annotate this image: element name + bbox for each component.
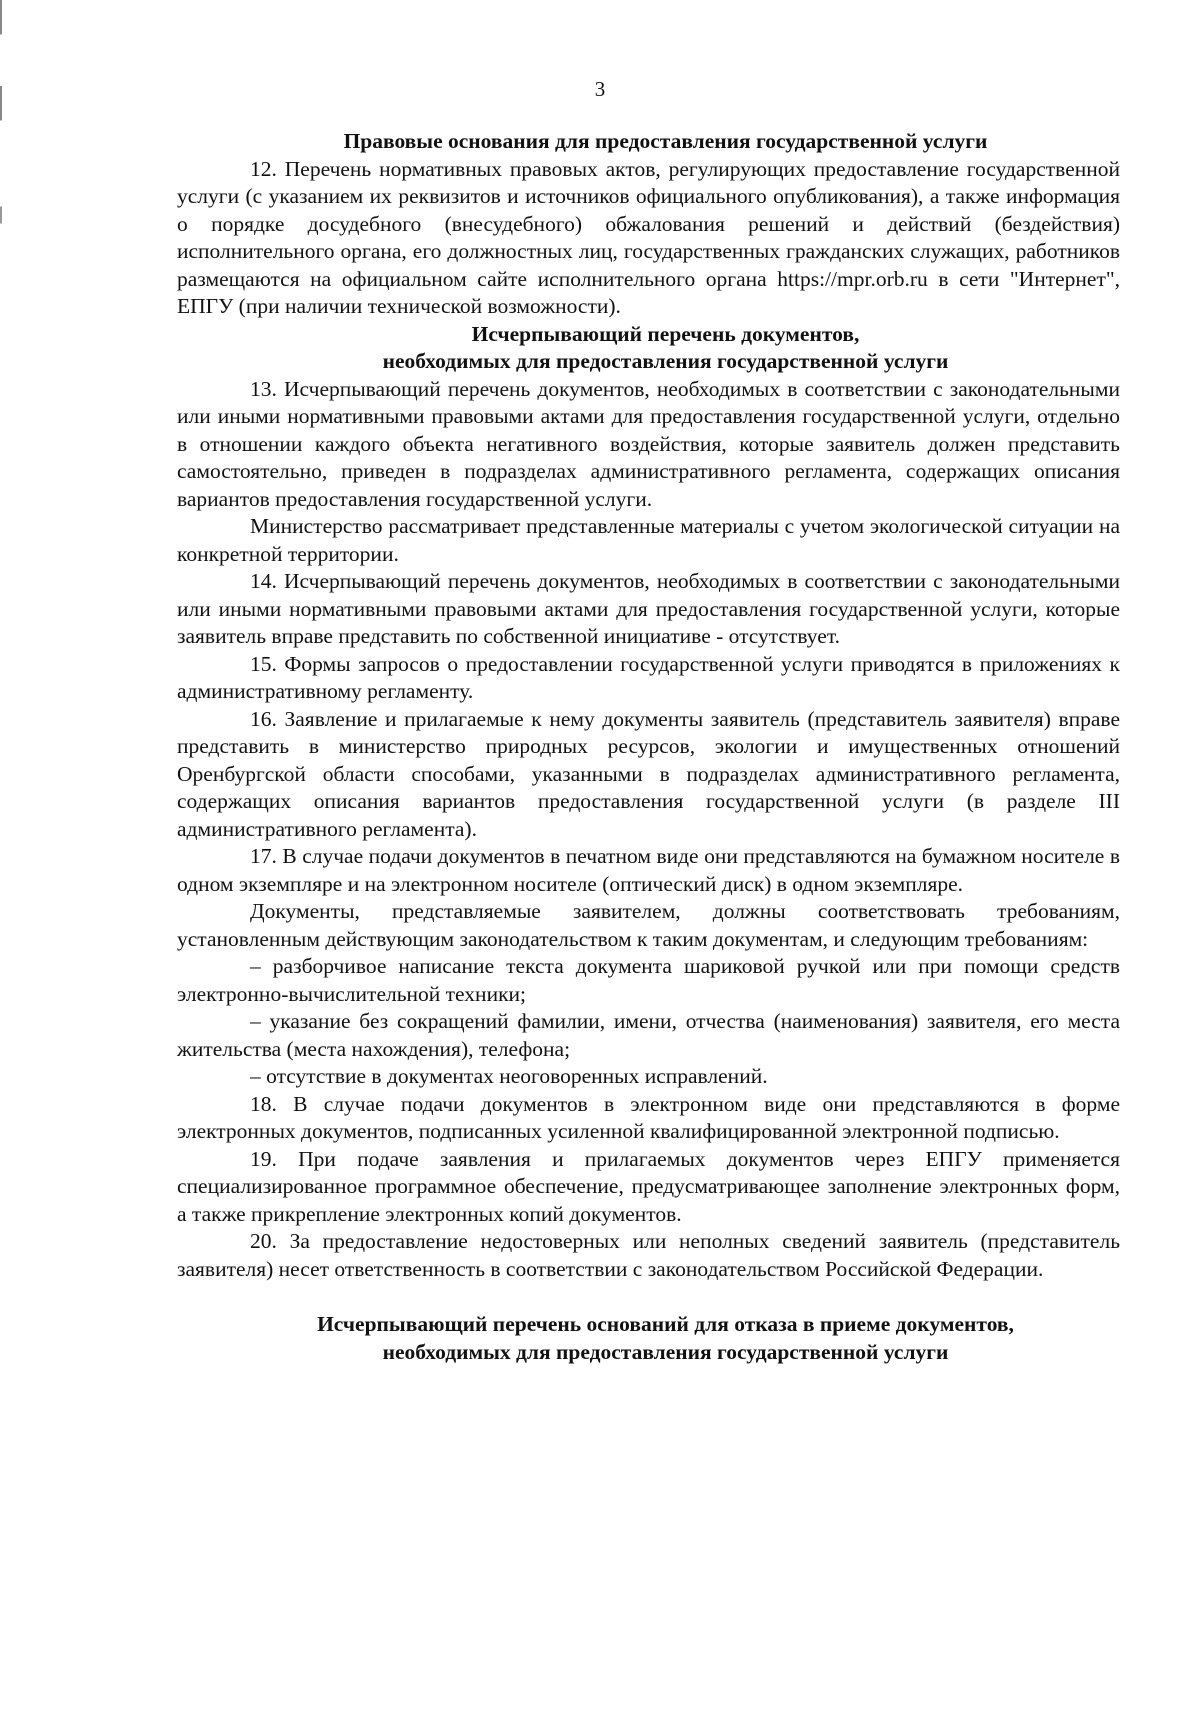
paragraph: 14. Исчерпывающий перечень документов, необходимых в соответствии с законодательными или иными нормативными правовыми актами для предоставления государственной услуги, которые заявитель вправе представить по собственной инициативе - отсутствует. bbox=[177, 569, 1120, 648]
section-heading: Исчерпывающий перечень документов, bbox=[471, 321, 860, 346]
paragraph: 16. Заявление и прилагаемые к нему документы заявитель (представитель заявителя) вправе представить в министерство природных ресурсов, экологии и имущественных отношений Оренбургской области способами, указанными в подразделах административного регламента, содержащих описания вариантов предоставления государственной услуги (в разделе III административного регламента). bbox=[177, 706, 1120, 841]
page-number: 3 bbox=[594, 77, 606, 101]
paragraph: 13. Исчерпывающий перечень документов, необходимых в соответствии с законодательными или иными нормативными правовыми актами для предоставления государственной услуги, отдельно в отношении каждого объекта негативного воздействия, которые заявитель должен представить самостоятельно, приведен в подразделах административного регламента, содержащих описания вариантов предоставления государственной услуги. bbox=[177, 376, 1120, 511]
paragraph: 18. В случае подачи документов в электронном виде они представляются в форме электронных документов, подписанных усиленной квалифицированной электронной подписью. bbox=[177, 1091, 1120, 1143]
paragraph: 12. Перечень нормативных правовых актов, регулирующих предоставление государственной услуги (с указанием их реквизитов и источников официального опубликования), а также информация о порядке досудебного (внесудебного) обжалования решений и действий (бездействия) исполнительного органа, его должностных лиц, государственных гражданских служащих, работников размещаются на официальном сайте исполнительного органа https://mpr.orb.ru в сети "Интернет", ЕПГУ (при наличии технической возможности). bbox=[177, 156, 1120, 318]
document-body bbox=[177, 128, 1120, 1366]
paragraph: 17. В случае подачи документов в печатном виде они представляются на бумажном носителе в одном экземпляре и на электронном носителе (оптический диск) в одном экземпляре. bbox=[177, 844, 1120, 896]
section-heading: необходимых для предоставления государственной услуги bbox=[382, 349, 949, 373]
section-heading: Правовые основания для предоставления государственной услуги bbox=[343, 129, 988, 153]
paragraph: Министерство рассматривает представленные материалы с учетом экологической ситуации на конкретной территории. bbox=[177, 514, 1120, 566]
section-spacer bbox=[177, 1283, 1120, 1311]
paragraph: – указание без сокращений фамилии, имени, отчества (наименования) заявителя, его места жительства (места нахождения), телефона; bbox=[177, 1009, 1120, 1061]
paragraph: – разборчивое написание текста документа шариковой ручкой или при помощи средств электронно-вычислительной техники; bbox=[177, 954, 1120, 1006]
section-heading: необходимых для предоставления государственной услуги bbox=[382, 1339, 949, 1364]
paragraph: 19. При подаче заявления и прилагаемых документов через ЕПГУ применяется специализированное программное обеспечение, предусматривающее заполнение электронных форм, а также прикрепление электронных копий документов. bbox=[177, 1146, 1120, 1226]
scan-edge-artifact bbox=[0, 0, 2, 1720]
paragraph: 20. За предоставление недостоверных или неполных сведений заявитель (представитель заявителя) несет ответственность в соответствии с законодательством Российской Федерации. bbox=[177, 1229, 1120, 1281]
paragraph: – отсутствие в документах неоговоренных исправлений. bbox=[250, 1064, 768, 1088]
section-heading: Исчерпывающий перечень оснований для отказа в приеме документов, bbox=[317, 1312, 1014, 1336]
paragraph: 15. Формы запросов о предоставлении государственной услуги приводятся в приложениях к административному регламенту. bbox=[177, 651, 1120, 703]
paragraph: Документы, представляемые заявителем, должны соответствовать требованиям, установленным действующим законодательством к таким документам, и следующим требованиям: bbox=[177, 899, 1120, 951]
